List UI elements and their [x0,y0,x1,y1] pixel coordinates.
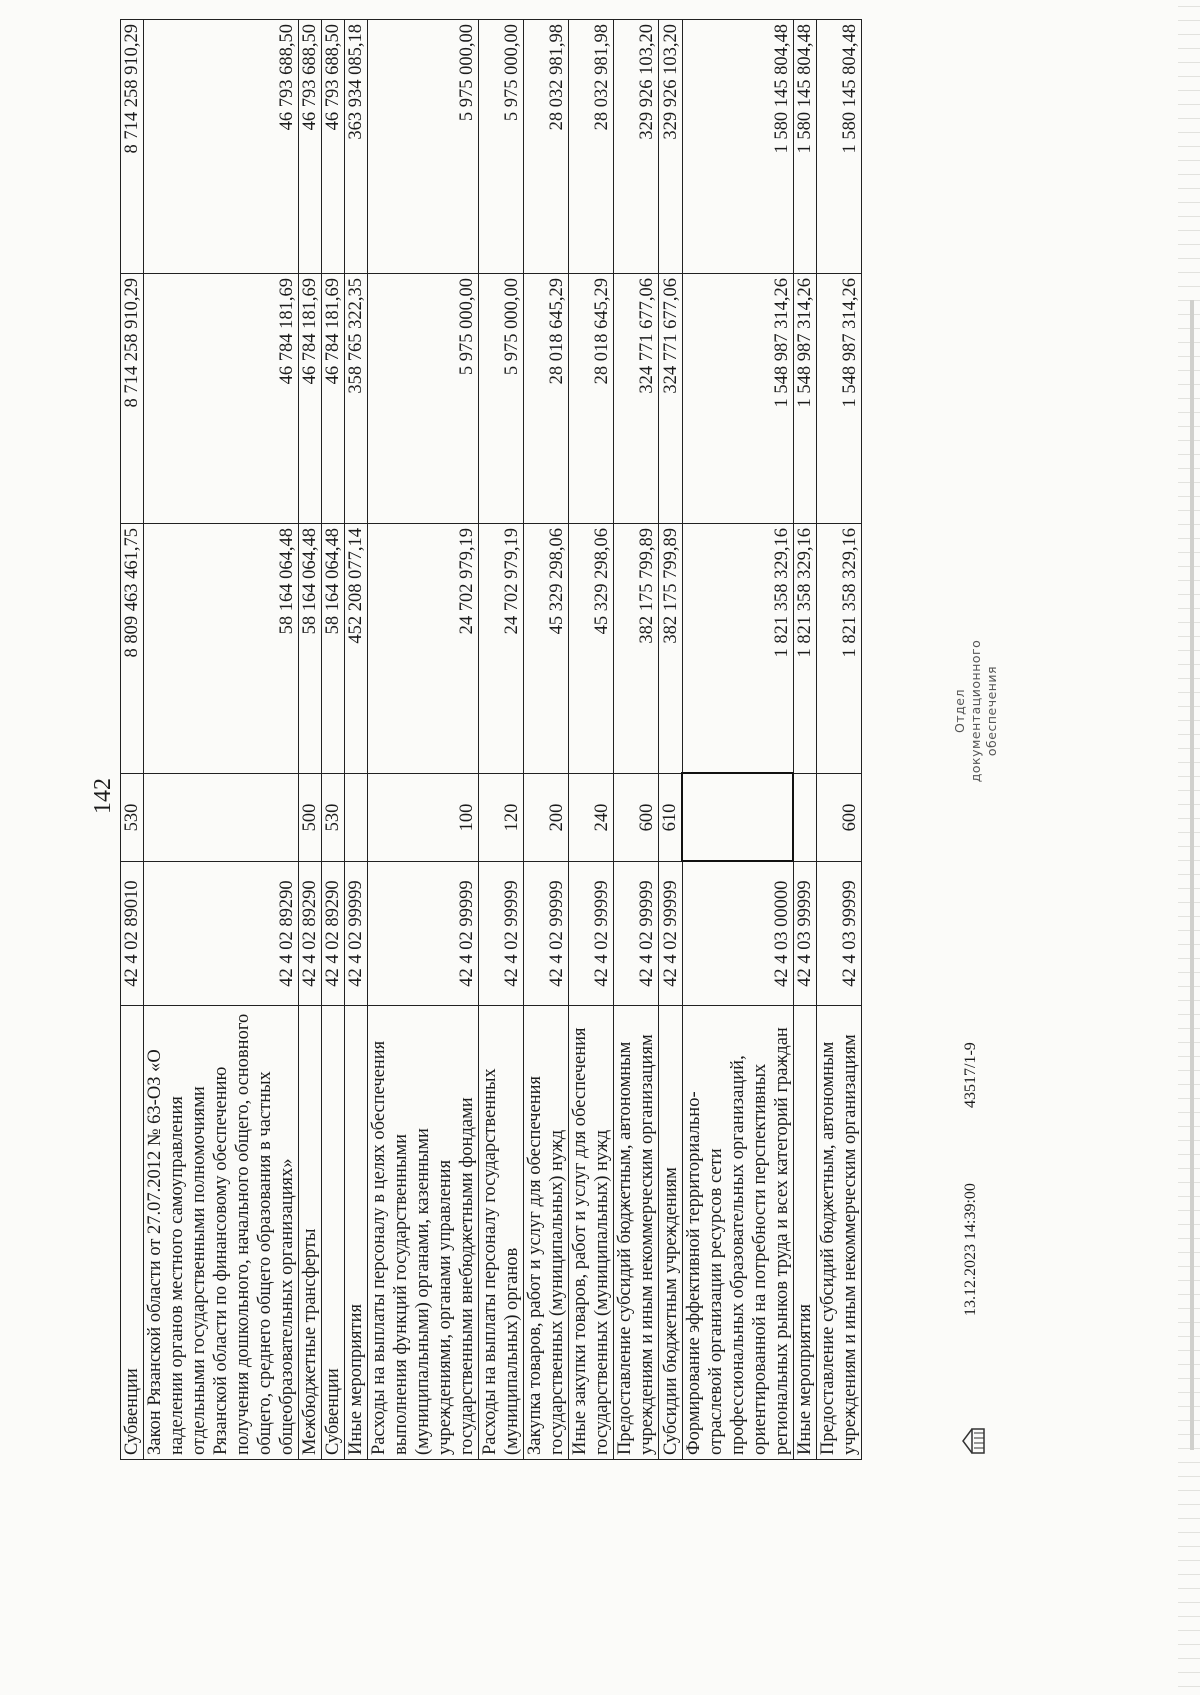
row-name: Межбюджетные трансферты [299,1006,322,1460]
row-value-3: 1 580 145 804,48 [682,20,793,274]
row-value-1: 8 809 463 461,75 [121,524,144,774]
row-type: 240 [569,774,614,862]
table-row [659,20,683,1460]
row-value-2: 28 018 645,29 [524,274,569,524]
row-value-1: 45 329 298,06 [524,524,569,774]
row-value-2: 8 714 258 910,29 [121,274,144,524]
row-value-3: 329 926 103,20 [614,20,659,274]
row-value-1: 382 175 799,89 [659,524,683,774]
row-value-3: 1 580 145 804,48 [793,20,816,274]
row-value-2: 46 784 181,69 [299,274,322,524]
row-name: Иные мероприятия [793,1006,816,1460]
row-code: 42 4 02 89010 [121,862,144,1006]
row-code: 42 4 02 99999 [614,862,659,1006]
row-value-3: 28 032 981,98 [524,20,569,274]
row-value-3: 329 926 103,20 [659,20,683,274]
row-value-2: 1 548 987 314,26 [793,274,816,524]
row-name: Расходы на выплаты персоналу в целях обеспечения выполнения функций государственными (муниципальными) органами, казенными учреждениями, органами управления государственными внебюджетными фондами [368,1006,479,1460]
row-code: 42 4 02 99999 [569,862,614,1006]
stamp-line-1: Отдел документационного [952,639,983,783]
row-name: Иные мероприятия [345,1006,368,1460]
row-value-3: 363 934 085,18 [345,20,368,274]
row-code: 42 4 02 89290 [299,862,322,1006]
row-name: Предоставление субсидий бюджетным, автономным учреждениям и иным некоммерческим организациям [816,1006,861,1460]
table-row [524,20,569,1460]
row-name: Предоставление субсидий бюджетным, автономным учреждениям и иным некоммерческим организациям [614,1006,659,1460]
scan-artifact [1190,300,1194,1450]
row-code: 42 4 02 99999 [524,862,569,1006]
row-code: 42 4 03 99999 [793,862,816,1006]
row-type: 600 [614,774,659,862]
row-code: 42 4 02 99999 [345,862,368,1006]
row-name: Иные закупки товаров, работ и услуг для обеспечения государственных (муниципальных) нужд [569,1006,614,1460]
row-value-2: 324 771 677,06 [659,274,683,524]
footer-doc-code: 43517/1-9 [962,1042,979,1108]
table-row [793,20,816,1460]
table-row [368,20,479,1460]
row-type: 530 [322,774,345,862]
row-value-1: 1 821 358 329,16 [793,524,816,774]
row-value-3: 46 793 688,50 [299,20,322,274]
row-code: 42 4 02 99999 [368,862,479,1006]
row-value-1: 1 821 358 329,16 [682,524,793,774]
page-number: 142 [90,778,116,814]
table-row [322,20,345,1460]
row-value-1: 24 702 979,19 [479,524,524,774]
department-stamp [952,626,1000,796]
row-type: 500 [299,774,322,862]
row-code: 42 4 03 99999 [816,862,861,1006]
row-name: Закупка товаров, работ и услуг для обеспечения государственных (муниципальных) нужд [524,1006,569,1460]
row-value-2: 358 765 322,35 [345,274,368,524]
row-value-2: 324 771 677,06 [614,274,659,524]
row-type: 100 [368,774,479,862]
row-value-3: 5 975 000,00 [479,20,524,274]
row-type: 530 [121,774,144,862]
row-value-2: 1 548 987 314,26 [816,274,861,524]
row-value-3: 5 975 000,00 [368,20,479,274]
budget-table [120,19,862,1460]
row-code: 42 4 02 99999 [479,862,524,1006]
row-value-3: 8 714 258 910,29 [121,20,144,274]
row-type [682,774,793,862]
table-row [345,20,368,1460]
table-row [144,20,299,1460]
row-value-2: 28 018 645,29 [569,274,614,524]
row-value-2: 5 975 000,00 [368,274,479,524]
page-footer [952,36,999,1456]
row-name: Расходы на выплаты персоналу государственных (муниципальных) органов [479,1006,524,1460]
row-type [345,774,368,862]
row-type: 200 [524,774,569,862]
row-value-1: 382 175 799,89 [614,524,659,774]
footer-date: 13.12.2023 14:39:00 [962,1183,979,1316]
row-type: 610 [659,774,683,862]
row-value-1: 58 164 064,48 [144,524,299,774]
table-row [569,20,614,1460]
row-name: Субвенции [322,1006,345,1460]
table-row [121,20,144,1460]
row-value-2: 46 784 181,69 [144,274,299,524]
row-value-3: 46 793 688,50 [322,20,345,274]
row-value-2: 5 975 000,00 [479,274,524,524]
row-value-3: 1 580 145 804,48 [816,20,861,274]
row-type [144,774,299,862]
row-value-1: 452 208 077,14 [345,524,368,774]
row-value-2: 46 784 181,69 [322,274,345,524]
emblem-icon [958,1426,988,1456]
row-value-1: 45 329 298,06 [569,524,614,774]
row-value-2: 1 548 987 314,26 [682,274,793,524]
row-code: 42 4 02 89290 [144,862,299,1006]
row-value-3: 28 032 981,98 [569,20,614,274]
row-name: Формирование эффективной территориально-отраслевой организации ресурсов сети профессиональных образовательных организаций, ориентированной на потребности перспективных региональных рынков труда и всех категорий граждан [682,1006,793,1460]
table-row [479,20,524,1460]
row-name: Субсидии бюджетным учреждениям [659,1006,683,1460]
stamp-line-2: обеспечения [984,665,999,757]
row-name: Закон Рязанской области от 27.07.2012 № 63-ОЗ «О наделении органов местного самоуправления отдельными государственными полномочиями Рязанской области по финансовому обеспечению получения дошкольного, начального общего, основного общего, среднего общего образования в частных общеобразовательных организациях» [144,1006,299,1460]
row-name: Субвенции [121,1006,144,1460]
rotated-page [80,0,1000,1500]
row-code: 42 4 02 99999 [659,862,683,1006]
row-code: 42 4 02 89290 [322,862,345,1006]
row-type [793,774,816,862]
table-row [614,20,659,1460]
row-value-1: 1 821 358 329,16 [816,524,861,774]
row-value-3: 46 793 688,50 [144,20,299,274]
table-row [816,20,861,1460]
scan-edge [1178,0,1200,1695]
row-type: 600 [816,774,861,862]
table-row [682,20,793,1460]
row-value-1: 58 164 064,48 [322,524,345,774]
row-value-1: 24 702 979,19 [368,524,479,774]
row-code: 42 4 03 00000 [682,862,793,1006]
row-type: 120 [479,774,524,862]
table-row [299,20,322,1460]
row-value-1: 58 164 064,48 [299,524,322,774]
